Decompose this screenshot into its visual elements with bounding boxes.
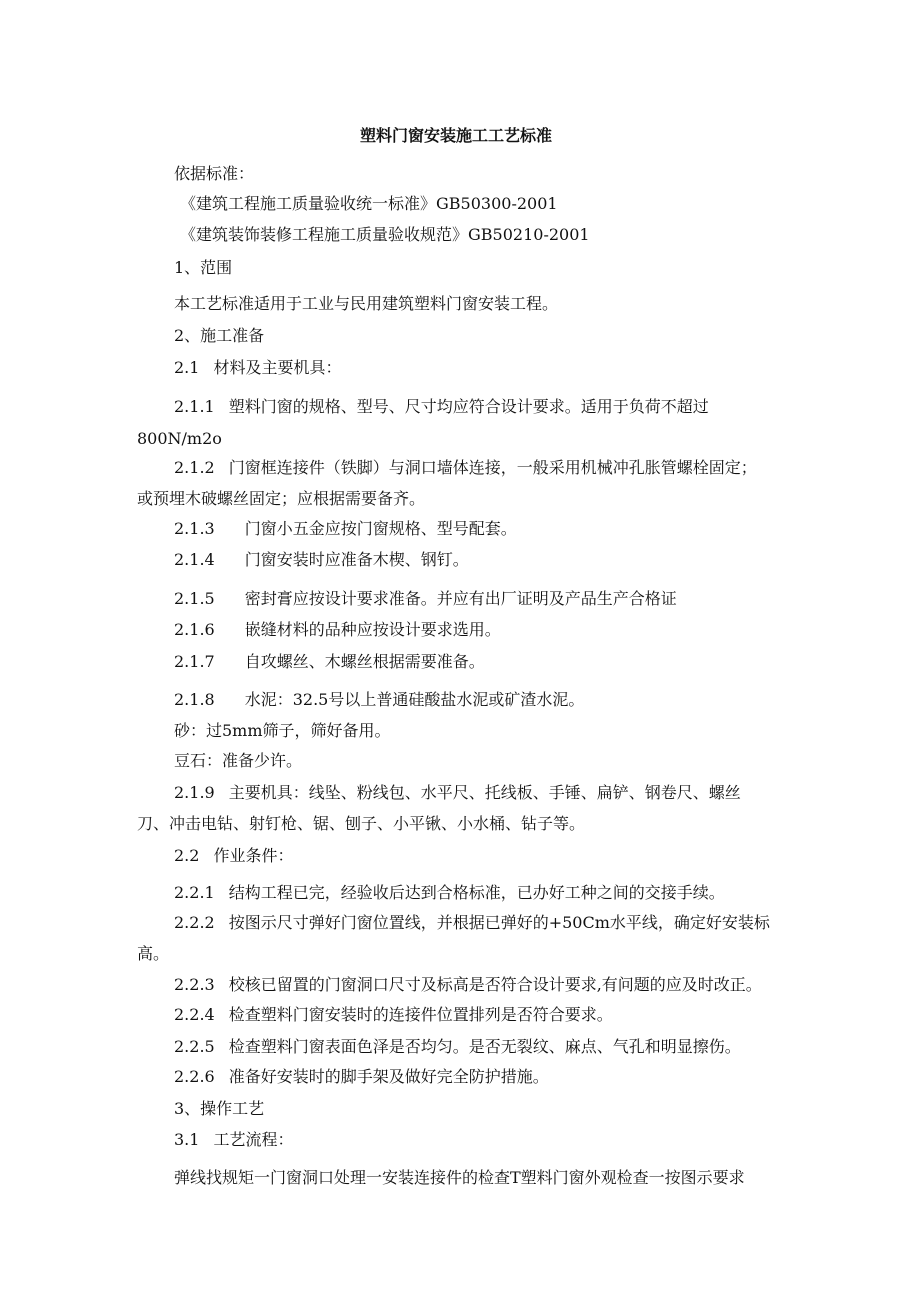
item-text: 工艺流程： bbox=[213, 1130, 294, 1149]
list-item bbox=[174, 883, 725, 903]
item-text: 准备好安装时的脚手架及做好完全防护措施。 bbox=[228, 1067, 549, 1086]
item-number: 2.1.8 bbox=[174, 690, 215, 709]
item-text: 检查塑料门窗表面色泽是否均匀。是否无裂纹、麻点、气孔和明显擦伤。 bbox=[228, 1037, 741, 1056]
list-item bbox=[174, 913, 770, 933]
item-continuation: 或预埋木破螺丝固定；应根据需要备齐。 bbox=[137, 489, 426, 508]
list-item bbox=[174, 690, 584, 710]
paragraph: 本工艺标准适用于工业与民用建筑塑料门窗安装工程。 bbox=[174, 294, 559, 313]
item-number: 2.2 bbox=[174, 846, 200, 865]
item-number: 2.1.7 bbox=[174, 652, 215, 671]
section-heading: 1、范围 bbox=[174, 258, 233, 277]
item-number: 3.1 bbox=[174, 1130, 200, 1149]
item-number: 2.2.2 bbox=[174, 913, 215, 932]
list-item bbox=[174, 397, 709, 417]
item-text: 校核已留置的门窗洞口尺寸及标高是否符合设计要求,有问题的应及时改正。 bbox=[228, 975, 762, 994]
reference-standard: 《建筑工程施工质量验收统一标准》GB50300-2001 bbox=[180, 194, 558, 213]
item-text: 结构工程已完，经验收后达到合格标准，已办好工种之间的交接手续。 bbox=[228, 883, 725, 902]
item-continuation: 刀、冲击电钻、射钉枪、锯、刨子、小平锹、小水桶、钻子等。 bbox=[137, 814, 586, 833]
item-continuation: 高。 bbox=[137, 944, 170, 963]
subsection-heading bbox=[174, 1130, 293, 1150]
item-text: 自攻螺丝、木螺丝根据需要准备。 bbox=[244, 652, 485, 671]
item-number: 2.1.9 bbox=[174, 783, 215, 802]
item-number: 2.1.4 bbox=[174, 550, 215, 569]
list-item bbox=[174, 550, 469, 570]
item-number: 2.1.5 bbox=[174, 589, 215, 608]
item-text: 门窗小五金应按门窗规格、型号配套。 bbox=[244, 519, 517, 538]
item-text: 塑料门窗的规格、型号、尺寸均应符合设计要求。适用于负荷不超过 bbox=[228, 397, 709, 416]
item-text: 门窗框连接件（铁脚）与洞口墙体连接，一般采用机械冲孔胀管螺栓固定； bbox=[228, 458, 757, 477]
process-flow-text: 弹线找规矩一门窗洞口处理一安装连接件的检查T塑料门窗外观检查一按图示要求 bbox=[174, 1168, 745, 1187]
item-number: 2.2.1 bbox=[174, 883, 215, 902]
item-text: 主要机具：线坠、粉线包、水平尺、托线板、手锤、扁铲、钢卷尺、螺丝 bbox=[228, 783, 741, 802]
list-item bbox=[174, 1067, 549, 1087]
section-heading: 3、操作工艺 bbox=[174, 1099, 265, 1118]
item-number: 2.1.2 bbox=[174, 458, 215, 477]
list-item bbox=[174, 589, 677, 609]
list-item bbox=[174, 620, 501, 640]
list-item bbox=[174, 1005, 613, 1025]
list-item bbox=[174, 652, 485, 672]
document-title: 塑料门窗安装施工工艺标准 bbox=[360, 126, 553, 145]
item-text: 按图示尺寸弹好门窗位置线，并根据已弹好的+50Cm水平线，确定好安装标 bbox=[228, 913, 770, 932]
item-number: 2.1.1 bbox=[174, 397, 215, 416]
item-text: 嵌缝材料的品种应按设计要求选用。 bbox=[244, 620, 501, 639]
reference-standard: 《建筑装饰装修工程施工质量验收规范》GB50210-2001 bbox=[180, 225, 590, 244]
item-text: 材料及主要机具： bbox=[213, 358, 342, 377]
item-text: 检查塑料门窗安装时的连接件位置排列是否符合要求。 bbox=[228, 1005, 613, 1024]
item-text: 作业条件： bbox=[213, 846, 294, 865]
paragraph: 砂：过5mm筛子，筛好备用。 bbox=[174, 721, 391, 740]
item-text: 密封膏应按设计要求准备。并应有出厂证明及产品生产合格证 bbox=[244, 589, 677, 608]
item-text: 水泥：32.5号以上普通硅酸盐水泥或矿渣水泥。 bbox=[244, 690, 585, 709]
list-item bbox=[174, 458, 757, 478]
item-number: 2.1 bbox=[174, 358, 200, 377]
item-text: 门窗安装时应准备木楔、钢钉。 bbox=[244, 550, 469, 569]
list-item bbox=[174, 519, 517, 539]
basis-label: 依据标准： bbox=[174, 164, 255, 183]
item-number: 2.2.4 bbox=[174, 1005, 215, 1024]
subsection-heading bbox=[174, 358, 341, 378]
subsection-heading bbox=[174, 846, 293, 866]
item-number: 2.2.6 bbox=[174, 1067, 215, 1086]
item-number: 2.2.5 bbox=[174, 1037, 215, 1056]
section-heading: 2、施工准备 bbox=[174, 326, 265, 345]
paragraph: 豆石：准备少许。 bbox=[174, 751, 303, 770]
item-continuation: 800N∕m2o bbox=[137, 429, 222, 448]
item-number: 2.1.3 bbox=[174, 519, 215, 538]
list-item bbox=[174, 1037, 741, 1057]
item-number: 2.2.3 bbox=[174, 975, 215, 994]
list-item bbox=[174, 783, 741, 803]
item-number: 2.1.6 bbox=[174, 620, 215, 639]
list-item bbox=[174, 975, 762, 995]
